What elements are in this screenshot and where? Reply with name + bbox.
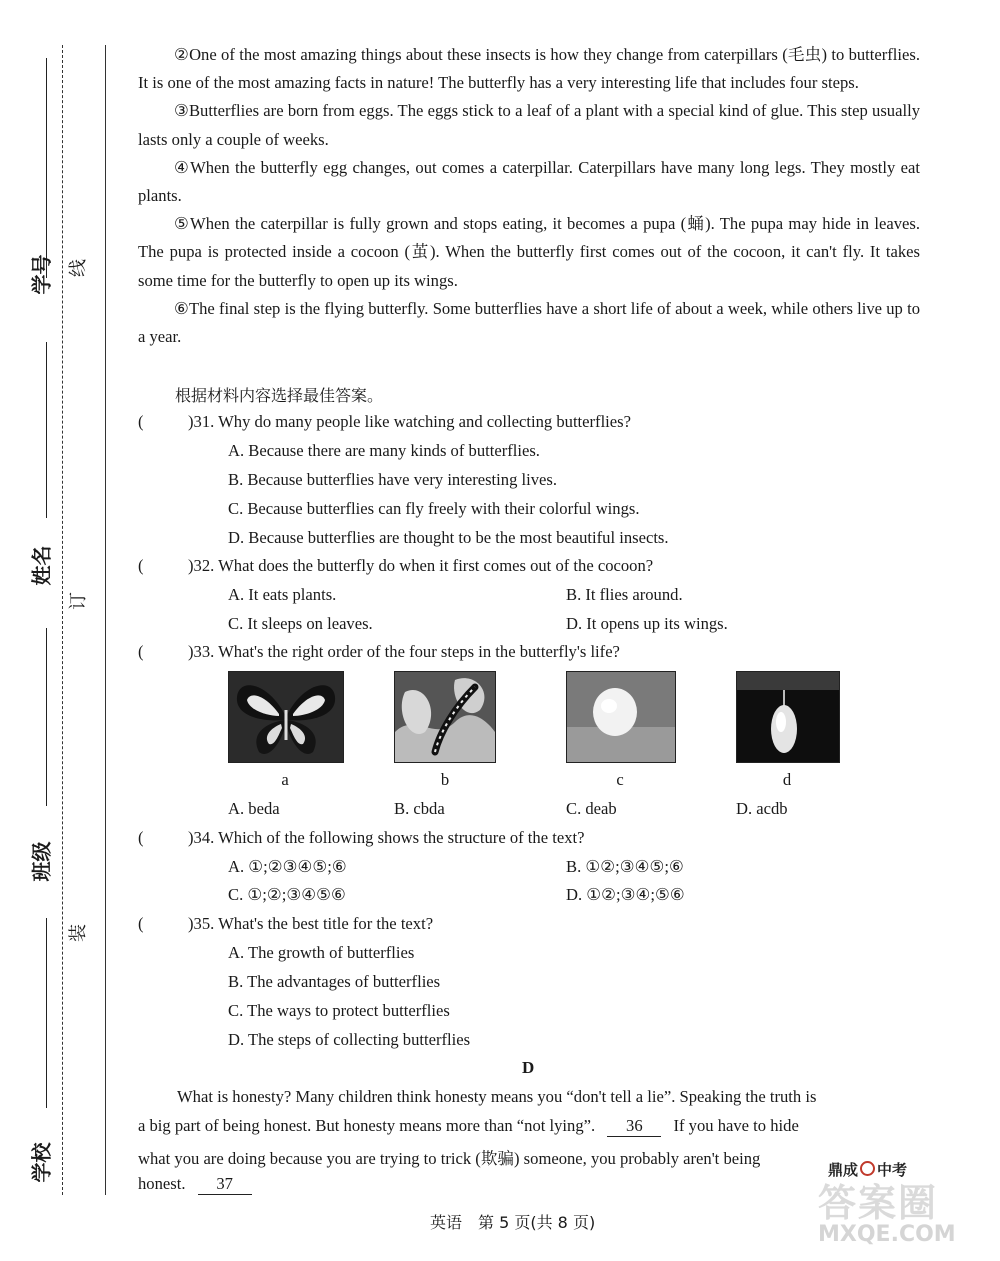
butterfly-image <box>228 671 344 763</box>
label-student-id: 学号 <box>29 254 54 295</box>
image-caption-c: c <box>616 770 624 789</box>
image-caption-a: a <box>281 770 289 789</box>
margin-border <box>105 45 106 1195</box>
label-name: 姓名 <box>29 545 54 586</box>
q34-option-a[interactable]: A. ①;②③④⑤;⑥ <box>228 857 347 876</box>
q35-stem: )35. What's the best title for the text? <box>188 914 434 933</box>
q34-option-b[interactable]: B. ①②;③④⑤;⑥ <box>566 857 684 876</box>
q32-paren: ( <box>138 556 144 575</box>
section-d-line-2-text: a big part of being honest. But honesty means more than “not lying”. <box>138 1116 596 1135</box>
image-caption-b: b <box>440 770 450 789</box>
section-d-line-3: what you are doing because you are trying to trick (欺骗) someone, you probably aren't being <box>138 1149 761 1168</box>
q34-stem: )34. Which of the following shows the structure of the text? <box>188 828 585 847</box>
q35-paren: ( <box>138 914 144 933</box>
paragraph-2: ②One of the most amazing things about these insects is how they change from caterpillars (毛虫) to butterflies. It is one of the most amazing facts in nature! The butterfly has a very interesting life that includes four steps. <box>138 45 920 93</box>
q32-option-a[interactable]: A. It eats plants. <box>228 585 337 604</box>
section-d-line-2-rest: If you have to hide <box>673 1116 799 1135</box>
bind-mark-staple: 订 <box>68 592 89 610</box>
bind-mark-bind: 装 <box>68 924 89 942</box>
q33-option-d[interactable]: D. acdb <box>736 799 788 818</box>
paragraph-5: ⑤When the caterpillar is fully grown and stops eating, it becomes a pupa (蛹). The pupa may hide in leaves. The pupa is protected inside a cocoon (茧). When the butterfly first comes out of the cocoon, it can't fly. It takes some time for the butterfly to open up its wings. <box>138 214 920 290</box>
passage <box>138 41 920 351</box>
binding-line-3 <box>46 628 47 806</box>
q32-option-c[interactable]: C. It sleeps on leaves. <box>228 614 373 633</box>
q35-option-c[interactable]: C. The ways to protect butterflies <box>228 1001 450 1020</box>
section-d-line-4-text: honest. <box>138 1174 186 1193</box>
q35-option-a[interactable]: A. The growth of butterflies <box>228 943 415 962</box>
q33-option-a[interactable]: A. beda <box>228 799 280 818</box>
pupa-image <box>736 671 840 763</box>
q34-option-d[interactable]: D. ①②;③④;⑤⑥ <box>566 885 685 904</box>
binding-line-4 <box>46 918 47 1108</box>
q32-option-b[interactable]: B. It flies around. <box>566 585 683 604</box>
q35-option-b[interactable]: B. The advantages of butterflies <box>228 972 441 991</box>
paragraph-4: ④When the butterfly egg changes, out comes a caterpillar. Caterpillars have many long legs. They mostly eat plants. <box>138 157 920 206</box>
q33-paren: ( <box>138 642 144 661</box>
q32-option-d[interactable]: D. It opens up its wings. <box>566 614 728 633</box>
section-d-line-1: What is honesty? Many children think honesty means you “don't tell a lie”. Speaking the truth is <box>177 1087 817 1106</box>
q31-option-c[interactable]: C. Because butterflies can fly freely with their colorful wings. <box>228 499 640 518</box>
q31-option-d[interactable]: D. Because butterflies are thought to be the most beautiful insects. <box>228 528 669 547</box>
section-d-heading: D <box>522 1058 535 1077</box>
blank-36[interactable]: 36 <box>607 1116 661 1137</box>
watermark-bottom: MXQE.COM <box>818 1222 956 1247</box>
caterpillar-image <box>394 671 496 763</box>
logo-brand: 鼎成 <box>828 1161 859 1179</box>
q31-paren: ( <box>138 412 144 431</box>
bind-mark-line: 线 <box>68 259 89 277</box>
section-d-line-2 <box>138 1116 799 1137</box>
image-caption-d: d <box>782 770 792 789</box>
label-class: 班级 <box>29 841 54 882</box>
q34-option-c[interactable]: C. ①;②;③④⑤⑥ <box>228 885 346 904</box>
q31-stem: )31. Why do many people like watching and collecting butterflies? <box>188 412 631 431</box>
paragraph-6: ⑥The final step is the flying butterfly. Some butterflies have a short life of about a week, while others live up to a year. <box>138 298 920 347</box>
instruction: 根据材料内容选择最佳答案。 <box>175 386 384 405</box>
q33-option-c[interactable]: C. deab <box>566 799 617 818</box>
section-d-line-4 <box>138 1174 252 1195</box>
watermark-top: 答案圈 <box>818 1181 939 1225</box>
logo-suffix: 中考 <box>877 1161 908 1179</box>
q34-paren: ( <box>138 828 144 847</box>
label-school: 学校 <box>29 1142 54 1183</box>
egg-image <box>566 671 676 763</box>
q33-option-b[interactable]: B. cbda <box>394 799 445 818</box>
q31-option-a[interactable]: A. Because there are many kinds of butterflies. <box>228 441 540 460</box>
binding-line-1 <box>46 58 47 278</box>
q31-option-b[interactable]: B. Because butterflies have very interesting lives. <box>228 470 558 489</box>
page-footer: 英语 第 5 页(共 8 页) <box>430 1213 596 1232</box>
q33-stem: )33. What's the right order of the four steps in the butterfly's life? <box>188 642 620 661</box>
binding-line-2 <box>46 342 47 518</box>
blank-37[interactable]: 37 <box>198 1174 252 1195</box>
q35-option-d[interactable]: D. The steps of collecting butterflies <box>228 1030 471 1049</box>
q32-stem: )32. What does the butterfly do when it first comes out of the cocoon? <box>188 556 654 575</box>
paragraph-3: ③Butterflies are born from eggs. The eggs stick to a leaf of a plant with a special kind of glue. This step usually lasts only a couple of weeks. <box>138 101 920 149</box>
cut-line <box>62 45 63 1195</box>
